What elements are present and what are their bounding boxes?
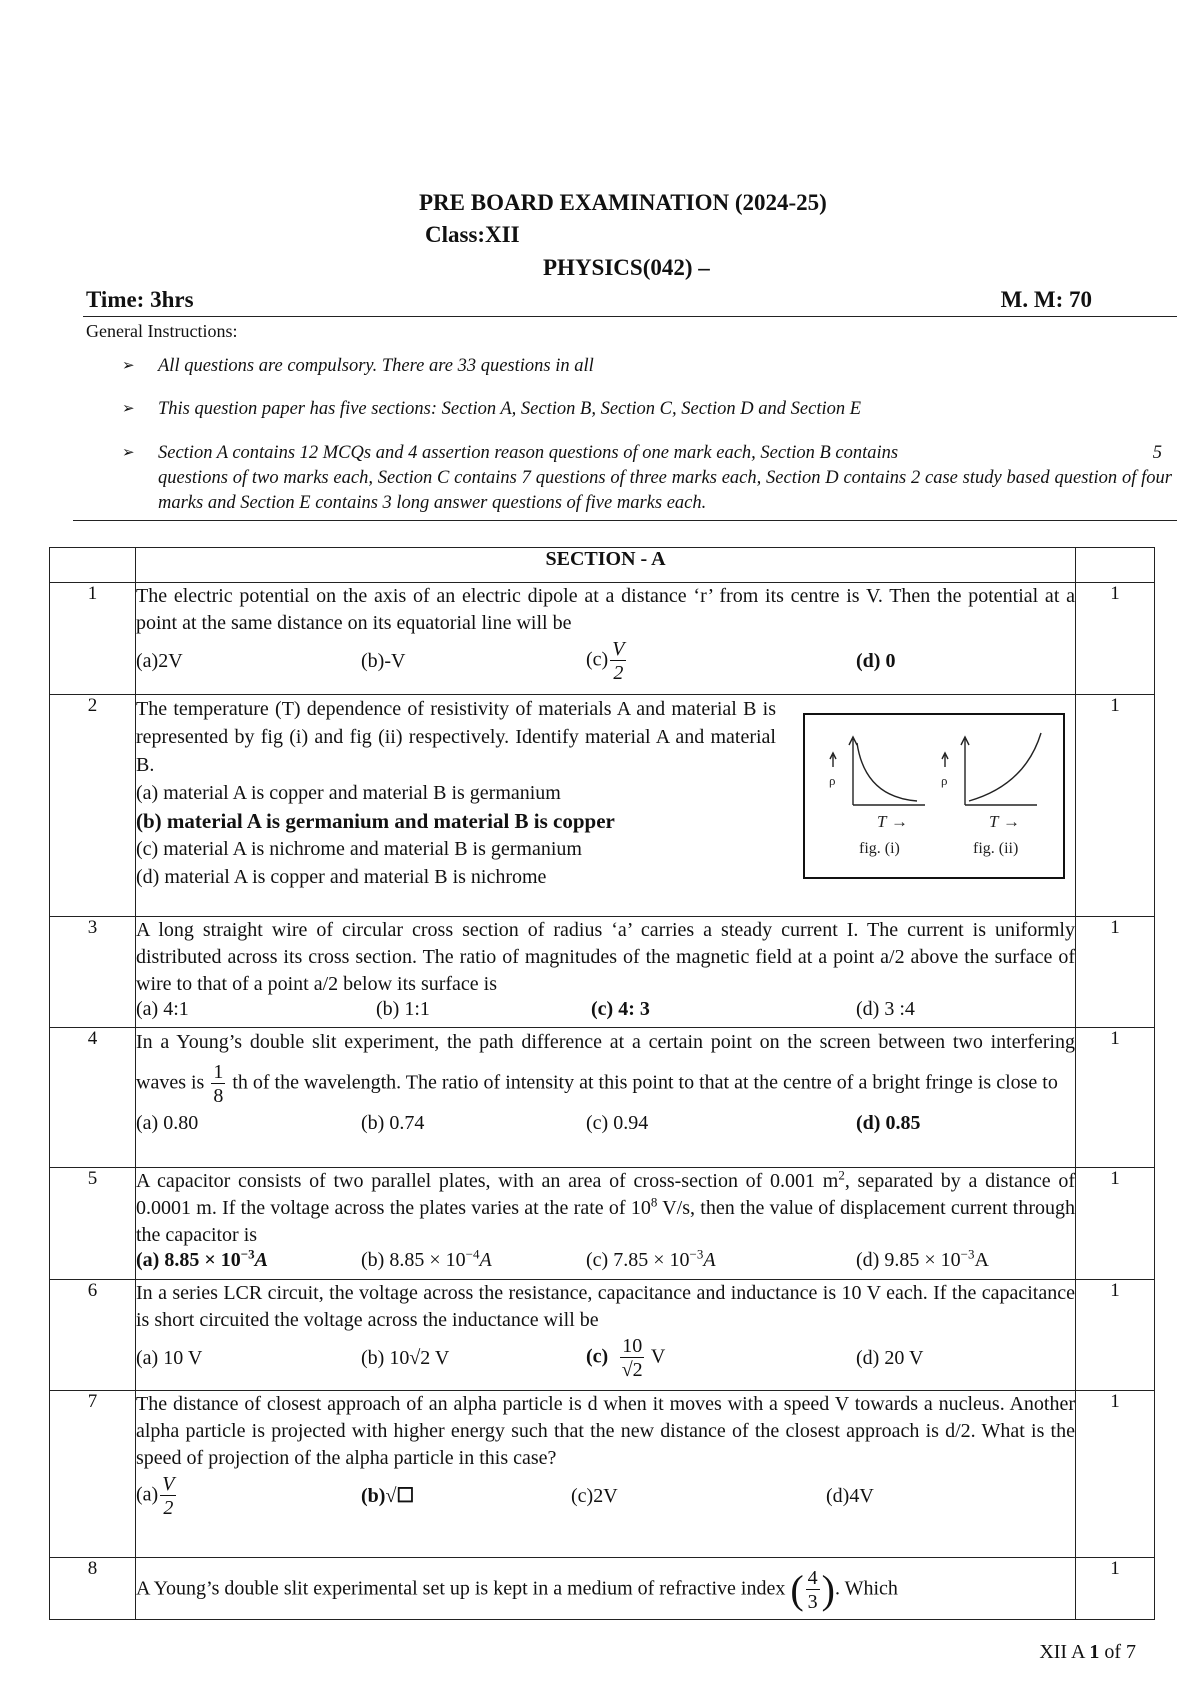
instruction-continuation: questions of two marks each, Section C contains 7 questions of three marks each, Section D contains 2 case study based question of four marks and Section E contains 3 long answer questions of five marks each.: [158, 468, 1172, 513]
question-text: In a series LCR circuit, the voltage across the resistance, capacitance and inductance is 10 V each. If the capacitance is short circuited the voltage across the inductance will be: [136, 1282, 1075, 1331]
question-number: 1: [50, 583, 136, 695]
max-marks: M. M: 70: [1000, 287, 1092, 312]
question-row: [50, 1280, 1155, 1391]
instructions-title: General Instructions:: [86, 321, 238, 341]
instruction-item: ➢ All questions are compulsory. There are 33 questions in all: [122, 354, 1172, 379]
section-title: SECTION - A: [136, 548, 1076, 583]
question-row: [50, 695, 1155, 917]
instruction-item: ➢ Section A contains 12 MCQs and 4 assertion reason questions of one mark each, Section B contains 5 questions of two marks each, Section C contains 7 questions of three marks each, Section D contains 2 case study based question of four marks and Section E contains 3 long answer questions of five marks each.: [122, 441, 1172, 516]
option-b: (b) material A is germanium and material B is copper: [136, 809, 615, 833]
question-marks: 1: [1076, 917, 1155, 1028]
instruction-number: 5: [1152, 443, 1162, 463]
question-text: In a Young’s double slit experiment, the path difference at a certain point on the screen between two interfering waves is $\frac{1}{8}$ th of the wavelength. The ratio of intensity at this point to that at the centre of a bright fringe is close to: [136, 1031, 1075, 1107]
arrow-bullet-icon: ➢: [122, 401, 135, 417]
option-b: (b) $8.85 \times 10^{-4}A$: [361, 1246, 492, 1271]
option-a: (a) $\frac{V}{2}$: [136, 1473, 175, 1519]
question-row: [50, 1168, 1155, 1280]
fig-i-y-label: ρ: [829, 773, 836, 788]
question-row: [50, 917, 1155, 1028]
fig-ii-x-arrow: →: [1003, 812, 1020, 831]
question-number: 3: [50, 917, 136, 1028]
option-d: (d)4V: [826, 1484, 874, 1507]
question-marks: 1: [1076, 1028, 1155, 1168]
section-header-row: [50, 548, 1155, 583]
option-a: (a)2V: [136, 649, 183, 672]
fig-ii-caption: fig. (ii): [973, 840, 1019, 857]
question-marks: 1: [1076, 583, 1155, 695]
option-a: (a) 0.80: [136, 1112, 199, 1134]
option-c: (c) $7.85 \times 10^{-3}A$: [586, 1246, 716, 1271]
question-text: The temperature (T) dependence of resistivity of materials A and material B is represented by fig (i) and fig (ii) respectively. Identify material A and material B.: [136, 698, 776, 776]
question-marks: 1: [1076, 1168, 1155, 1280]
resistivity-figure: [803, 713, 1065, 879]
question-number: 5: [50, 1168, 136, 1280]
option-c: (c) 0.94: [586, 1112, 649, 1134]
option-d: (d) 0: [856, 649, 896, 672]
question-marks: 1: [1076, 1280, 1155, 1391]
time-allowed: Time: 3hrs: [86, 287, 194, 312]
question-number: 8: [50, 1558, 136, 1620]
instructions-rule: [73, 520, 1177, 521]
questions-table: [49, 547, 1155, 1620]
question-marks: 1: [1076, 1391, 1155, 1558]
option-d: (d) 0.85: [856, 1112, 921, 1134]
option-c: (c) $\frac{V}{2}$: [586, 638, 625, 684]
question-text: The distance of closest approach of an alpha particle is d when it moves with a speed V towards a nucleus. Another alpha particle is projected with higher energy such that the new distance of the closest approach is d/2. What is the speed of projection of the alpha particle in this case?: [136, 1393, 1075, 1469]
fig-i-curve: [857, 743, 917, 801]
question-row: [50, 1391, 1155, 1558]
question-number: 7: [50, 1391, 136, 1558]
option-b: (b) 10√2 V: [361, 1346, 450, 1369]
fig-ii-y-label: ρ: [941, 773, 948, 788]
question-text: The electric potential on the axis of an electric dipole at a distance ‘r’ from its centre is V. Then the potential at a point at the same distance on its equatorial line will be: [136, 585, 1075, 634]
arrow-bullet-icon: ➢: [122, 358, 135, 374]
option-c: (c)2V: [571, 1484, 618, 1507]
question-row: [50, 583, 1155, 695]
option-a: (a) material A is copper and material B is germanium: [136, 782, 561, 804]
option-d: (d) 20 V: [856, 1346, 924, 1369]
fig-i-caption: fig. (i): [859, 840, 900, 857]
option-c: (c) $\frac{10}{√2}$ V: [586, 1335, 666, 1381]
question-marks: 1: [1076, 1558, 1155, 1620]
question-text: A capacitor consists of two parallel plates, with an area of cross-section of 0.001 $m^2$, separated by a distance of 0.0001 m. If the voltage across the plates varies at the rate of $10^8$ V/s, then the value of displacement current through the capacitor is: [136, 1167, 1076, 1246]
class-line: Class:XII: [425, 222, 520, 247]
question-text: A Young’s double slit experimental set up is kept in a medium of refractive index ( $\frac{4}{3}$ ). Which: [136, 1567, 898, 1613]
option-b: (b) 0.74: [361, 1112, 425, 1134]
option-d: (d) material A is copper and material B is nichrome: [136, 866, 547, 888]
question-number: 6: [50, 1280, 136, 1391]
header-rule: [83, 316, 1177, 317]
fig-ii-curve: [969, 733, 1041, 801]
fig-i-x-arrow: →: [891, 812, 908, 831]
instruction-item: ➢ This question paper has five sections: Section A, Section B, Section C, Section D and Section E: [122, 397, 1172, 422]
page-footer: XII A 1 of 7: [1039, 1641, 1136, 1663]
fig-ii-x-label: T: [989, 812, 999, 831]
option-a: (a) $8.85 \times 10^{-3}A$: [136, 1246, 268, 1271]
option-d: (d) $9.85 \times 10^{-3}A$: [856, 1246, 989, 1271]
question-text: A long straight wire of circular cross section of radius ‘a’ carries a steady current I. The current is uniformly distributed across its cross section. The ratio of magnitudes of the magnetic field at a point a/2 above the surface of wire to that of a point a/2 below its surface is: [136, 919, 1075, 995]
option-c: (c) 4: 3: [591, 998, 650, 1020]
option-a: (a) 10 V: [136, 1346, 203, 1369]
option-c: (c) material A is nichrome and material B is germanium: [136, 838, 582, 860]
fig-i-x-label: T: [877, 812, 887, 831]
question-marks: 1: [1076, 695, 1155, 917]
arrow-bullet-icon: ➢: [122, 445, 135, 461]
exam-title: PRE BOARD EXAMINATION (2024-25): [419, 190, 827, 215]
option-d: (d) 3 :4: [856, 998, 915, 1020]
option-b: (b) 1:1: [376, 998, 430, 1020]
question-row: [50, 1558, 1155, 1620]
question-number: 4: [50, 1028, 136, 1168]
question-number: 2: [50, 695, 136, 917]
option-b: (b)√☐: [361, 1484, 415, 1507]
question-row: [50, 1028, 1155, 1168]
option-a: (a) 4:1: [136, 998, 189, 1020]
subject-line: PHYSICS(042) –: [543, 255, 710, 280]
option-b: (b)-V: [361, 649, 406, 672]
